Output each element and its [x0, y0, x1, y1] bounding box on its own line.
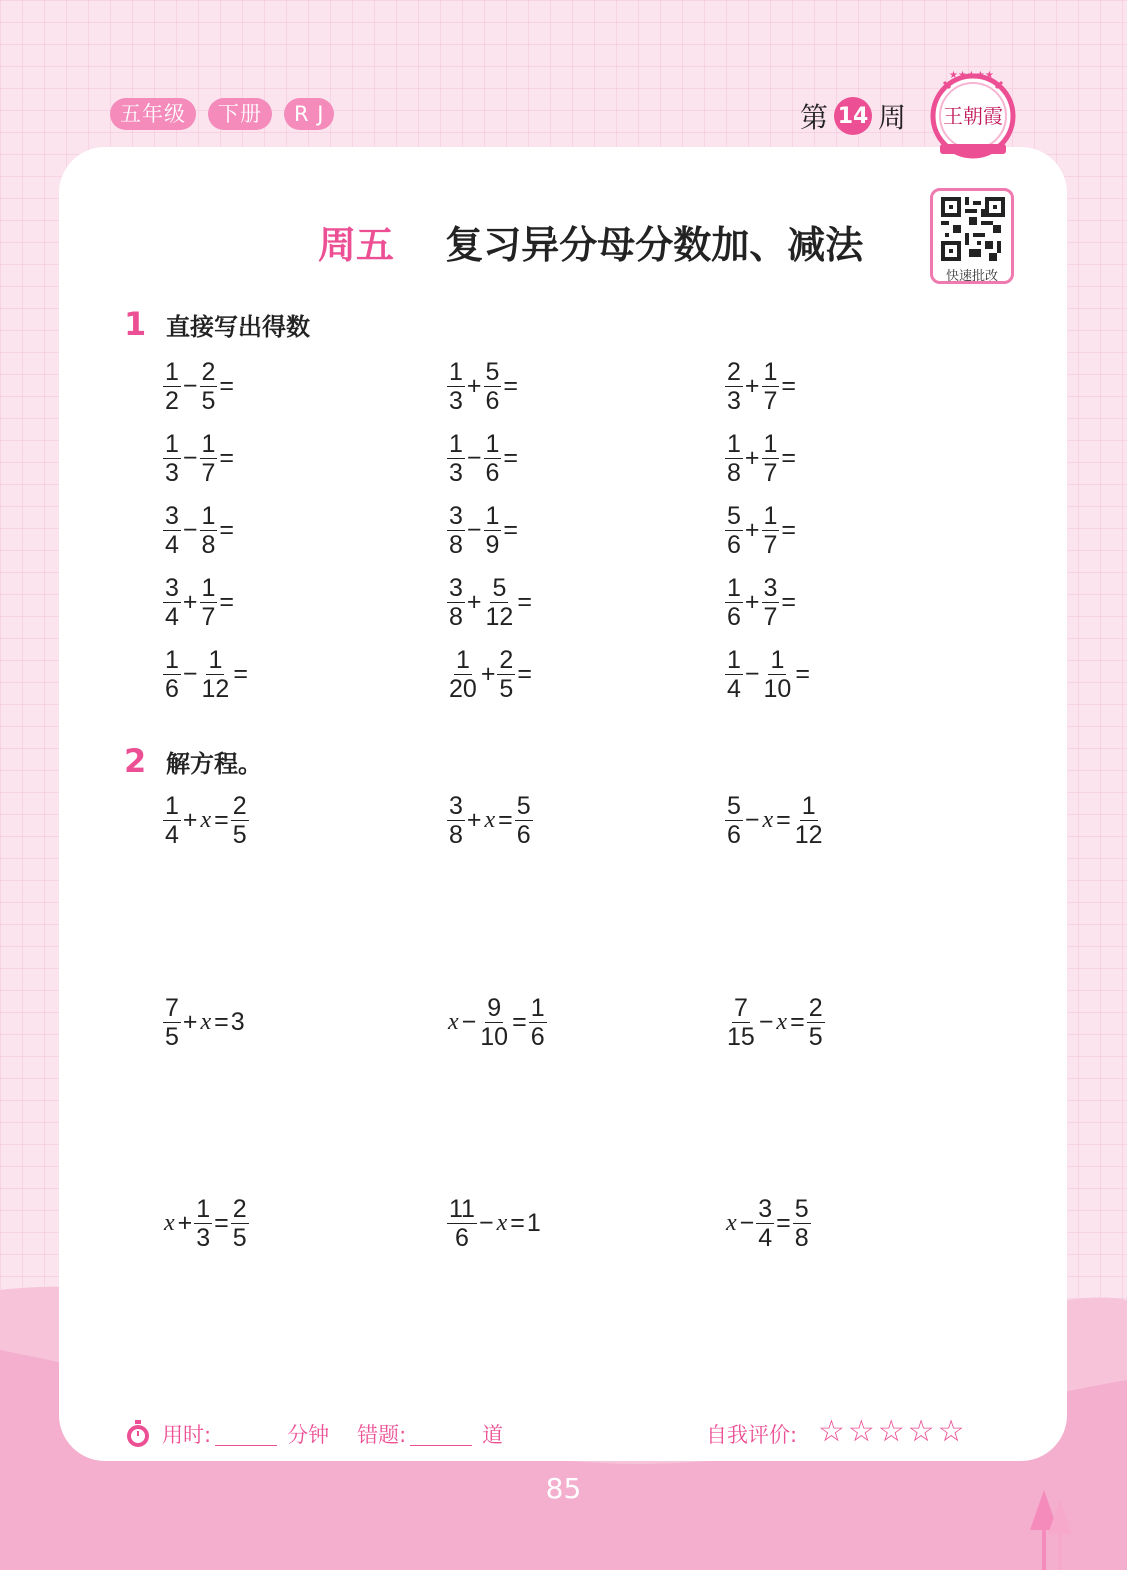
fraction [231, 1195, 249, 1252]
section-1-heading [124, 305, 310, 343]
denominator: 6 [485, 387, 500, 415]
fraction [793, 1195, 811, 1252]
grade-tags [110, 98, 334, 130]
fraction [194, 1195, 212, 1252]
fraction [484, 430, 502, 487]
denominator: 12 [201, 675, 230, 703]
denominator: 4 [727, 675, 741, 703]
fraction [231, 792, 249, 849]
fraction [725, 430, 743, 487]
equals-sign: = [795, 660, 810, 688]
week-indicator [800, 96, 906, 136]
denominator: 7 [763, 387, 778, 415]
variable: x [762, 807, 774, 833]
fraction [447, 792, 465, 849]
fraction [762, 358, 780, 415]
fraction [762, 646, 794, 703]
arithmetic-problem [724, 574, 797, 631]
section-number: 1 [124, 305, 147, 343]
operator: + [466, 588, 482, 616]
time-errors-record [124, 1419, 503, 1449]
numerator: 1 [485, 502, 500, 530]
numerator: 1 [485, 430, 500, 458]
operator: − [466, 444, 482, 472]
arithmetic-problem [446, 358, 519, 415]
numerator: 5 [516, 792, 531, 820]
svg-text:★★★★★: ★★★★★ [949, 70, 994, 81]
fraction [529, 994, 547, 1051]
svg-text:王朝霞: 王朝霞 [943, 104, 1003, 128]
operator: = [510, 1209, 525, 1237]
fraction [515, 792, 533, 849]
operator: + [480, 660, 496, 688]
time-label: 用时: [162, 1423, 212, 1447]
numerator: 2 [808, 994, 823, 1022]
operator: + [182, 1008, 198, 1036]
qr-code-icon [941, 197, 1005, 261]
denominator: 5 [808, 1023, 823, 1051]
equals-sign: = [503, 372, 519, 400]
numerator: 2 [727, 358, 741, 386]
denominator: 6 [530, 1023, 545, 1051]
operator: + [744, 372, 760, 400]
operator: = [498, 806, 513, 834]
operator: + [177, 1209, 193, 1237]
operator: − [744, 660, 760, 688]
arithmetic-problem [724, 502, 797, 559]
operator: = [776, 1209, 791, 1237]
equation [724, 792, 826, 849]
operator: + [466, 806, 482, 834]
numerator: 3 [165, 574, 179, 602]
errors-label: 错题: [357, 1423, 407, 1447]
numerator: 3 [763, 574, 778, 602]
numerator: 1 [801, 792, 816, 820]
operator: − [182, 516, 198, 544]
equation [446, 994, 548, 1051]
fraction [163, 502, 181, 559]
arithmetic-problem [162, 574, 235, 631]
fraction [163, 994, 181, 1051]
operator: − [182, 372, 198, 400]
variable: x [448, 1009, 459, 1035]
operator: = [214, 806, 229, 834]
denominator: 6 [727, 531, 741, 559]
denominator: 8 [449, 531, 463, 559]
denominator: 2 [165, 387, 179, 415]
operator: = [512, 1008, 527, 1036]
operator: + [182, 806, 198, 834]
equals-sign: = [503, 444, 519, 472]
equals-sign: = [219, 588, 235, 616]
variable: x [200, 1009, 212, 1035]
denominator: 15 [727, 1023, 755, 1051]
numerator: 1 [727, 574, 741, 602]
equation [724, 994, 826, 1051]
fraction [725, 358, 743, 415]
variable: x [776, 1009, 788, 1035]
numerator: 1 [208, 646, 223, 674]
numerator: 1 [165, 646, 179, 674]
fraction [478, 994, 510, 1051]
fraction [163, 646, 181, 703]
equation [162, 792, 250, 849]
variable: x [484, 807, 496, 833]
equals-sign: = [219, 516, 235, 544]
numerator: 1 [727, 430, 741, 458]
grade-tag: 五年级 [110, 98, 196, 130]
denominator: 3 [449, 387, 463, 415]
section-number: 2 [124, 742, 147, 780]
fraction [484, 358, 502, 415]
denominator: 12 [485, 603, 514, 631]
equation [446, 1195, 542, 1252]
operator: = [214, 1209, 229, 1237]
fraction [163, 574, 181, 631]
denominator: 10 [480, 1023, 509, 1051]
title-topic: 复习异分母分数加、减法 [445, 223, 864, 267]
section-label: 直接写出得数 [166, 312, 310, 341]
numerator: 7 [165, 994, 179, 1022]
numerator: 1 [449, 430, 463, 458]
fraction [163, 430, 181, 487]
section-label: 解方程。 [166, 749, 262, 778]
denominator: 4 [165, 531, 179, 559]
numerator: 1 [727, 646, 741, 674]
fraction [762, 502, 780, 559]
tree-decoration-icon [1028, 1490, 1078, 1570]
errors-unit: 道 [482, 1423, 504, 1447]
fraction [484, 574, 516, 631]
arithmetic-problem [724, 430, 797, 487]
denominator: 8 [201, 531, 216, 559]
arithmetic-problem [446, 502, 519, 559]
equation [162, 1195, 250, 1252]
fraction [497, 646, 515, 703]
equals-sign: = [233, 660, 248, 688]
fraction [807, 994, 825, 1051]
page-number: 85 [545, 1472, 582, 1505]
qr-code[interactable] [930, 188, 1014, 284]
equals-sign: = [781, 588, 797, 616]
numerator: 2 [232, 792, 247, 820]
self-eval-label: 自我评价: [706, 1423, 798, 1447]
equals-sign: = [503, 516, 519, 544]
numerator: 1 [455, 646, 470, 674]
numerator: 1 [165, 792, 179, 820]
qr-label: 快速批改 [945, 269, 998, 284]
denominator: 8 [449, 821, 463, 849]
numerator: 3 [449, 792, 463, 820]
denominator: 8 [794, 1224, 809, 1252]
numerator: 1 [201, 502, 216, 530]
numerator: 9 [487, 994, 502, 1022]
denominator: 5 [165, 1023, 179, 1051]
numerator: 11 [449, 1195, 475, 1223]
variable: x [164, 1210, 175, 1236]
equation [446, 792, 534, 849]
fraction [447, 358, 465, 415]
fraction [200, 430, 218, 487]
numerator: 2 [499, 646, 514, 674]
fraction [725, 574, 743, 631]
fraction [793, 792, 825, 849]
title-day: 周五 [318, 223, 395, 267]
operator: + [466, 372, 482, 400]
fraction [725, 502, 743, 559]
operator: − [744, 806, 760, 834]
fraction [163, 792, 181, 849]
errors-blank[interactable] [410, 1445, 472, 1446]
operator: − [461, 1008, 477, 1036]
page-title [318, 214, 863, 269]
arithmetic-problem [162, 430, 235, 487]
numerator: 1 [763, 430, 778, 458]
denominator: 6 [727, 603, 741, 631]
denominator: 6 [455, 1224, 469, 1252]
operator: = [790, 1008, 805, 1036]
fraction [447, 502, 465, 559]
denominator: 7 [763, 603, 778, 631]
fraction [762, 430, 780, 487]
denominator: 10 [763, 675, 792, 703]
numerator: 3 [758, 1195, 773, 1223]
denominator: 7 [763, 459, 778, 487]
volume-tag: 下册 [208, 98, 272, 130]
numerator: 3 [165, 502, 179, 530]
fraction [756, 1195, 774, 1252]
denominator: 6 [516, 821, 531, 849]
operator: + [744, 444, 760, 472]
fraction [484, 502, 502, 559]
numerator: 2 [232, 1195, 247, 1223]
fraction [725, 994, 757, 1051]
denominator: 7 [763, 531, 778, 559]
equals-sign: = [219, 444, 235, 472]
denominator: 9 [485, 531, 500, 559]
denominator: 5 [232, 1224, 247, 1252]
denominator: 4 [165, 603, 179, 631]
time-blank[interactable] [215, 1445, 277, 1446]
integer-term: 3 [230, 1008, 245, 1036]
numerator: 1 [165, 430, 179, 458]
operator: + [182, 588, 198, 616]
arithmetic-problem [162, 646, 249, 703]
fraction [163, 358, 181, 415]
fraction [447, 646, 479, 703]
numerator: 1 [530, 994, 545, 1022]
operator: − [758, 1008, 774, 1036]
fraction [200, 502, 218, 559]
denominator: 4 [758, 1224, 773, 1252]
equation [724, 1195, 812, 1252]
fraction [447, 574, 465, 631]
denominator: 5 [201, 387, 216, 415]
self-eval [706, 1419, 797, 1449]
stopwatch-icon [124, 1419, 152, 1449]
numerator: 5 [727, 792, 741, 820]
numerator: 1 [763, 502, 778, 530]
integer-term: 1 [526, 1209, 541, 1237]
brand-logo-icon [930, 68, 1016, 164]
operator: + [744, 516, 760, 544]
numerator: 5 [492, 574, 507, 602]
operator: = [776, 806, 791, 834]
arithmetic-problem [446, 430, 519, 487]
arithmetic-problem [162, 358, 235, 415]
equals-sign: = [517, 588, 532, 616]
operator: − [466, 516, 482, 544]
operator: − [478, 1209, 494, 1237]
equals-sign: = [219, 372, 235, 400]
time-unit: 分钟 [287, 1423, 330, 1447]
denominator: 7 [201, 459, 216, 487]
fraction [447, 1195, 477, 1252]
denominator: 8 [727, 459, 741, 487]
edition-tag: R J [284, 98, 334, 130]
operator: − [182, 444, 198, 472]
fraction [447, 430, 465, 487]
arithmetic-problem [162, 502, 235, 559]
denominator: 6 [727, 821, 741, 849]
denominator: 3 [449, 459, 463, 487]
numerator: 1 [201, 430, 216, 458]
rating-stars[interactable]: ☆☆☆☆☆ [818, 1414, 968, 1449]
denominator: 3 [196, 1224, 211, 1252]
arithmetic-problem [446, 574, 533, 631]
numerator: 5 [485, 358, 500, 386]
numerator: 5 [727, 502, 741, 530]
operator: − [739, 1209, 755, 1237]
denominator: 20 [449, 675, 477, 703]
denominator: 5 [499, 675, 514, 703]
variable: x [726, 1210, 737, 1236]
denominator: 3 [165, 459, 179, 487]
denominator: 6 [485, 459, 500, 487]
operator: − [182, 660, 198, 688]
numerator: 1 [165, 358, 179, 386]
variable: x [200, 807, 212, 833]
arithmetic-problem [446, 646, 533, 703]
numerator: 2 [201, 358, 216, 386]
denominator: 4 [165, 821, 179, 849]
equals-sign: = [781, 516, 797, 544]
week-prefix: 第 [800, 101, 829, 134]
denominator: 7 [201, 603, 216, 631]
equals-sign: = [781, 444, 797, 472]
numerator: 3 [449, 574, 463, 602]
numerator: 1 [449, 358, 463, 386]
denominator: 12 [794, 821, 823, 849]
operator: + [744, 588, 760, 616]
denominator: 8 [449, 603, 463, 631]
equals-sign: = [781, 372, 797, 400]
arithmetic-problem [724, 358, 797, 415]
fraction [762, 574, 780, 631]
fraction [200, 574, 218, 631]
arithmetic-problem [724, 646, 811, 703]
section-2-heading [124, 742, 262, 780]
fraction [200, 358, 218, 415]
numerator: 1 [196, 1195, 211, 1223]
fraction [200, 646, 232, 703]
fraction [725, 646, 743, 703]
denominator: 3 [727, 387, 741, 415]
numerator: 1 [770, 646, 785, 674]
denominator: 5 [232, 821, 247, 849]
numerator: 7 [733, 994, 748, 1022]
numerator: 3 [449, 502, 463, 530]
variable: x [496, 1210, 508, 1236]
equation [162, 994, 246, 1051]
numerator: 1 [763, 358, 778, 386]
numerator: 5 [794, 1195, 809, 1223]
equals-sign: = [517, 660, 532, 688]
fraction [725, 792, 743, 849]
numerator: 1 [201, 574, 216, 602]
operator: = [214, 1008, 229, 1036]
denominator: 6 [165, 675, 179, 703]
week-suffix: 周 [878, 101, 907, 134]
week-number: 14 [834, 97, 872, 135]
